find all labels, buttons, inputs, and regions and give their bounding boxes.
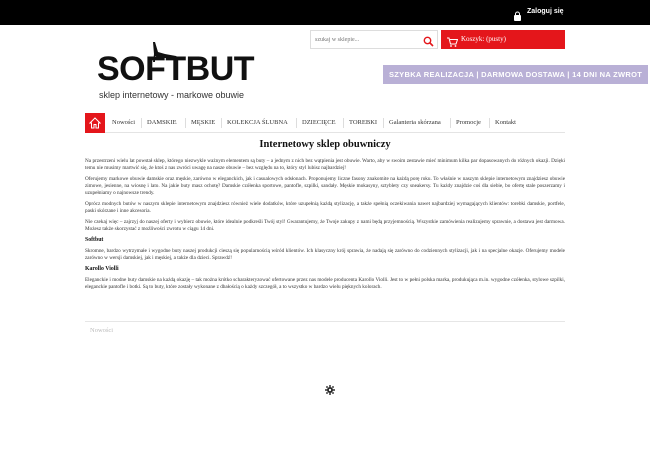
login-link[interactable]: Zaloguj się: [527, 8, 564, 15]
search-input[interactable]: [311, 31, 419, 48]
nav-separator: [450, 118, 451, 128]
search-icon[interactable]: [423, 34, 435, 46]
logo-text: SOFTBUT: [97, 50, 255, 88]
section-heading: Softbut: [85, 237, 104, 243]
paragraph: Oprócz modnych butów w naszym sklepie internetowym znajdziesz również wiele dodatków, które uzupełnią każdą stylizację, a także spełnią oczekiwania nawet najbardziej wymagających klientów: torebki damskie, portfele, paski skórzane i inne akcesoria.: [85, 201, 565, 214]
home-icon: [89, 117, 101, 129]
paragraph: Nie czekaj więc – zajrzyj do naszej oferty i wybierz obuwie, które idealnie podkreśli Twój styl! Gwarantujemy, że Twoje zakupy z nami będą przyjemnością. Wszystkie zamówienia realizujemy sprawnie, a dostawa jest darmowa. Możesz także skorzystać z możliwości zwrotu w ciągu 14 dni.: [85, 219, 565, 232]
nav-separator: [489, 118, 490, 128]
nav-separator: [343, 118, 344, 128]
gear-icon[interactable]: [325, 382, 335, 400]
cart-button[interactable]: [441, 30, 565, 49]
logo[interactable]: [97, 40, 257, 102]
nav-item-dzieciece[interactable]: DZIECIĘCE: [302, 119, 336, 126]
nav-separator: [141, 118, 142, 128]
nav-item-promocje[interactable]: Promocje: [456, 119, 481, 126]
nav-separator: [383, 118, 384, 128]
section-text: Skromne, bardzo wytrzymałe i wygodne buty naszej produkcji cieszą się popularnością wśród klientów. Ich klasyczny krój sprawia, że nadają się zarówno do codziennych stylizacji, jak i na specjalne okazje. Oferujemy modele zarówno w wersji damskiej, jak i męskiej, a także dla dzieci. Sprawdź!: [85, 248, 565, 261]
promo-banner: SZYBKA REALIZACJA | DARMOWA DOSTAWA | 14 DNI NA ZWROT: [383, 65, 648, 84]
page-title: Internetowy sklep obuwniczy: [259, 139, 391, 150]
page-content: [85, 158, 565, 295]
logo-tagline: sklep internetowy - markowe obuwie: [99, 90, 245, 100]
nav-item-kontakt[interactable]: Kontakt: [495, 119, 516, 126]
nav-item-meskie[interactable]: MĘSKIE: [191, 119, 216, 126]
search-box: [310, 30, 438, 49]
home-button[interactable]: [85, 113, 105, 133]
nav-item-nowosci[interactable]: Nowości: [112, 119, 136, 126]
cart-icon: [447, 34, 458, 52]
paragraph: Oferujemy markowe obuwie damskie oraz męskie, zarówno w eleganckich, jak i casualowych odsłonach. Proponujemy liczne fasony znakomite na każdą porę roku. To właśnie w naszym sklepie internetowym znajdziesz obuwie zimowe, jesienne, na wiosnę i lato. Na jakie buty masz ochotę? Damskie czółenka sportowe, pantofle, szpilki, sandały. Męskie mokasyny, sztyblety czy sneakersy. Tu każdy znajdzie coś dla siebie, bo ofertę stale poszerzamy i uzupełniamy o najnowsze trendy.: [85, 176, 565, 196]
section-heading: Karollo Violli: [85, 266, 119, 272]
news-label: Nowości: [90, 327, 114, 334]
paragraph: Na przestrzeni wielu lat powstał sklep, którego niezwykle ważnym elementem są buty – a jednym z nich bez wątpienia jest obuwie. Warto, aby w swoim zestawie mieć minimum kilka par dopasowanych do różnych okazji. Dzięki temu nie musimy martwić się, że ktoś z nas zwróci uwagę na nasze obuwie – bez względu na to, który styl lubisz najbardziej!: [85, 158, 565, 171]
nav-separator: [185, 118, 186, 128]
nav-item-torebki[interactable]: TOREBKI: [349, 119, 378, 126]
nav-item-damskie[interactable]: DAMSKIE: [147, 119, 177, 126]
news-section: [85, 321, 565, 341]
cart-label: Koszyk: (pusty): [461, 35, 506, 43]
lock-icon[interactable]: [513, 8, 522, 26]
nav-item-kolekcja-slubna[interactable]: KOLEKCJA ŚLUBNA: [227, 119, 288, 126]
nav-separator: [296, 118, 297, 128]
nav-item-galanteria[interactable]: Galanteria skórzana: [389, 119, 441, 126]
section-text: Eleganckie i modne buty damskie na każdą okazję – tak można krótko scharakteryzować ofertowane przez nas modele producenta Karollo Violli. Jest to w pełni polska marka, produkująca m.in. wygodne czółenka, stylowe szpilki, eleganckie pantofle i botki. Są to buty, które zostały wykonane z dbałością o każdy szczegół, a to wszystko w bardzo wielu pięknych kolorach.: [85, 277, 565, 290]
main-nav: [85, 113, 565, 133]
nav-separator: [221, 118, 222, 128]
